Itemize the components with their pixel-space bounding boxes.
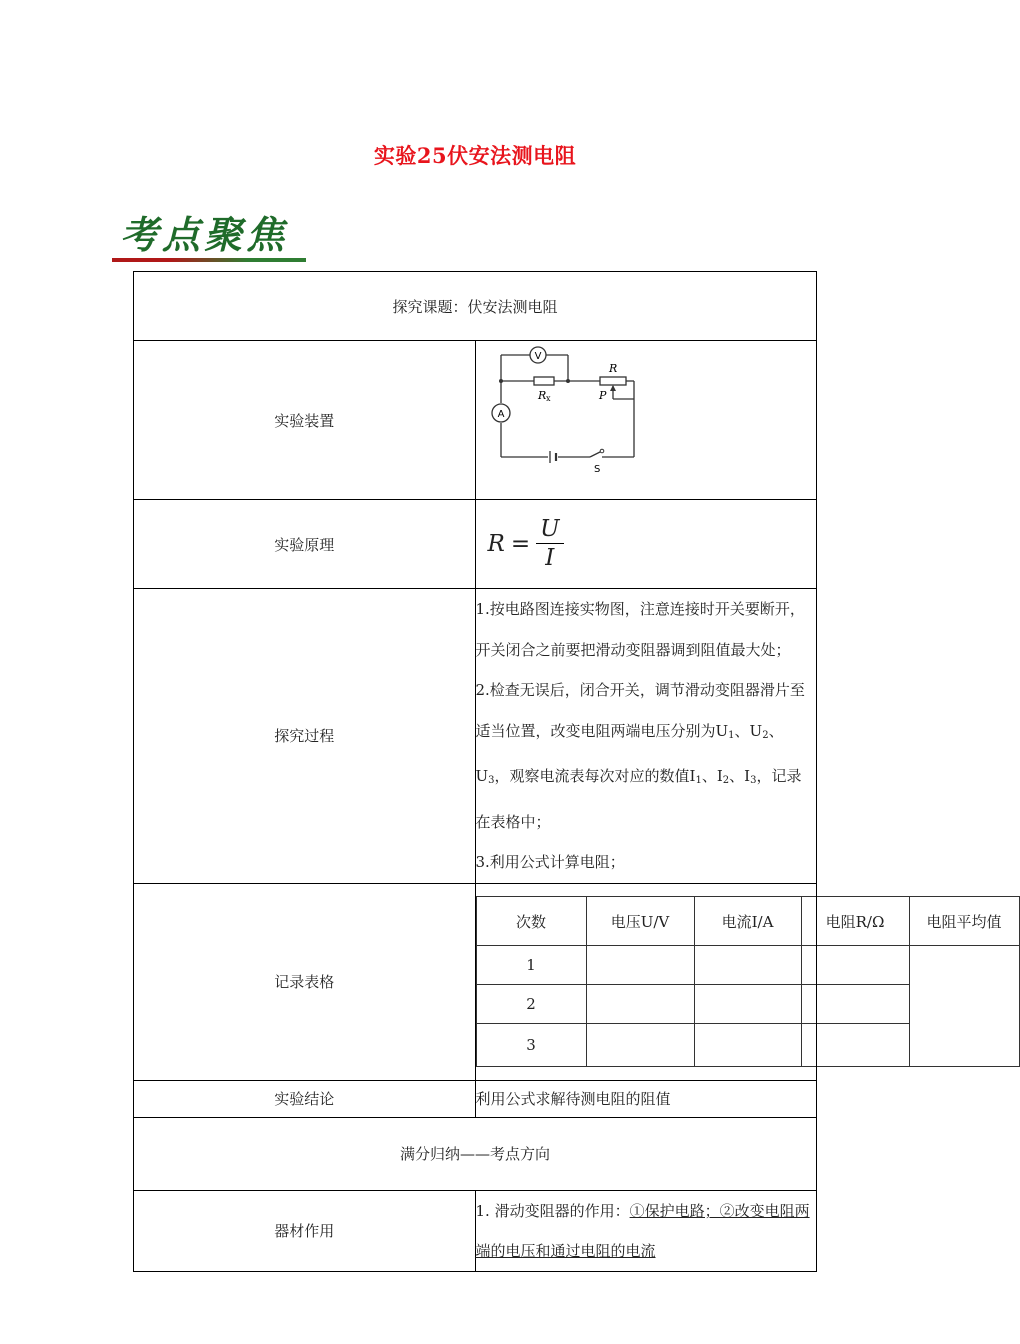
switch-label: S — [593, 464, 600, 475]
record-table — [476, 896, 1020, 1067]
record-header-current: 电流I/A — [694, 897, 801, 946]
process-step-3: 3.利用公式计算电阻； — [475, 853, 625, 871]
record-cell-empty — [586, 946, 694, 985]
voltmeter-symbol: V — [534, 351, 541, 362]
equipment-prefix: 1. 滑动变阻器的作用： — [475, 1201, 630, 1220]
process-step-2: 2.检查无误后，闭合开关，调节滑动变阻器滑片至适当位置，改变电阻两端电压分别为$U_1$、$U_2$、$U_3$，观察电流表每次对应的数值$I_1$、$I_2$、$I_3$，记录在表格中； — [475, 681, 805, 831]
conclusion-label: 实验结论 — [134, 1080, 476, 1117]
equipment-text — [475, 1190, 817, 1271]
record-header-resistance: 电阻R/Ω — [801, 897, 909, 946]
record-cell-empty — [694, 985, 801, 1024]
record-cell-empty — [801, 985, 909, 1024]
principle-cell — [475, 500, 817, 589]
slider-label: P — [598, 389, 606, 402]
equipment-answer: ①保护电路；②改变电阻两端的电压和通过电阻的电流 — [475, 1201, 810, 1260]
record-row-index: 2 — [476, 985, 586, 1024]
record-cell-empty — [801, 1024, 909, 1067]
record-row-index: 1 — [476, 946, 586, 985]
record-row-index: 3 — [476, 1024, 586, 1067]
record-average-cell — [909, 946, 1019, 1067]
process-step-1: 1.按电路图连接实物图，注意连接时开关要断开，开关闭合之前要把滑动变阻器调到阻值最大处； — [475, 600, 805, 659]
banner-text: 考点聚焦 — [120, 212, 289, 257]
formula-denominator: I — [545, 545, 555, 571]
experiment-table — [133, 271, 1002, 1272]
formula-equals: = — [510, 531, 531, 557]
document-title: 实验25伏安法测电阻 — [373, 143, 577, 168]
principle-label: 实验原理 — [134, 500, 476, 589]
banner-underline — [112, 258, 306, 262]
rheostat-label: R — [608, 362, 617, 375]
equipment-label: 器材作用 — [134, 1190, 476, 1271]
formula-numerator: U — [536, 516, 563, 544]
record-cell-empty — [694, 946, 801, 985]
record-cell-empty — [586, 1024, 694, 1067]
process-cell — [475, 589, 817, 884]
rx-subscript: x — [545, 394, 551, 403]
record-header-average: 电阻平均值 — [909, 897, 1019, 946]
record-cell-empty — [694, 1024, 801, 1067]
record-cell — [475, 883, 1002, 1080]
summary-header: 满分归纳——考点方向 — [134, 1117, 817, 1190]
record-cell-empty — [586, 985, 694, 1024]
formula-fraction — [536, 516, 563, 572]
record-cell-empty — [801, 946, 909, 985]
formula-lhs: R — [487, 531, 505, 557]
ammeter-symbol: A — [497, 409, 504, 420]
record-header-voltage: 电压U/V — [586, 897, 694, 946]
record-label: 记录表格 — [134, 883, 476, 1080]
topic-header: 探究课题：伏安法测电阻 — [134, 272, 817, 341]
section-banner — [112, 208, 306, 264]
process-label: 探究过程 — [134, 589, 476, 884]
circuit-diagram — [482, 341, 682, 499]
record-header-count: 次数 — [476, 897, 586, 946]
ohm-formula — [476, 516, 817, 572]
apparatus-label: 实验装置 — [134, 341, 476, 500]
rx-label: R — [537, 389, 546, 402]
apparatus-cell — [475, 341, 817, 500]
conclusion-text: 利用公式求解待测电阻的阻值 — [475, 1080, 817, 1117]
